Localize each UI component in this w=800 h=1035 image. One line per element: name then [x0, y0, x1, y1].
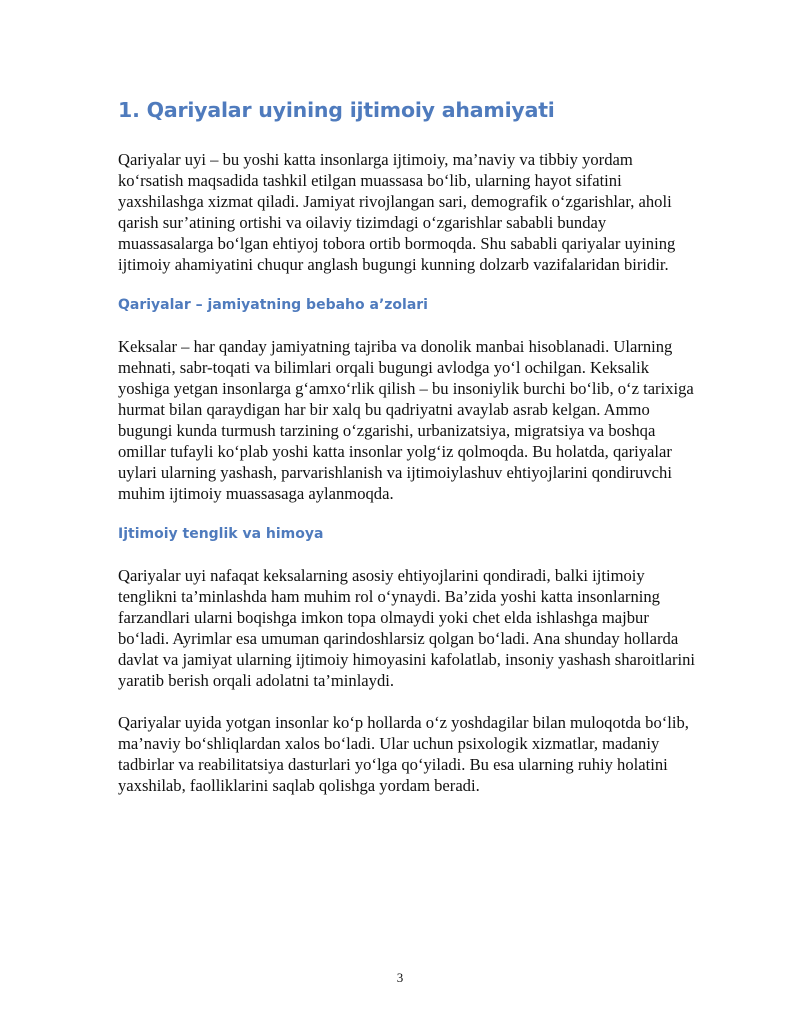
section-paragraph-equality-2: Qariyalar uyida yotgan insonlar ko‘p hollarda o‘z yoshdagilar bilan muloqotda bo‘lib, ma’naviy bo‘shliqlardan xalos bo‘ladi. Ular uchun psixologik xizmatlar, madaniy tadbirlar va reabilitatsiya dasturlari yo‘lga qo‘yiladi. Bu esa ularning ruhiy holatini yaxshilab, faolliklarini saqlab qolishga yordam beradi.	[118, 713, 689, 795]
page-content	[118, 94, 698, 796]
section-heading-equality: Ijtimoiy tenglik va himoya	[118, 526, 324, 542]
section-heading-elders: Qariyalar – jamiyatning bebaho a’zolari	[118, 297, 428, 313]
page-number: 3	[396, 970, 404, 985]
intro-paragraph: Qariyalar uyi – bu yoshi katta insonlarga ijtimoiy, ma’naviy va tibbiy yordam ko‘rsatish maqsadida tashkil etilgan muassasa bo‘lib, ularning hayot sifatini yaxshilashga xizmat qiladi. Jamiyat rivojlangan sari, demografik o‘zgarishlar, aholi qarish sur’atining ortishi va oilaviy tizimdagi o‘zgarishlar sababli bunday muassasalarga bo‘lgan ehtiyoj tobora ortib bormoqda. Shu sababli qariyalar uyining ijtimoiy ahamiyatini chuqur anglash bugungi kunning dolzarb vazifalaridan biridir.	[118, 150, 676, 274]
page-heading: 1. Qariyalar uyining ijtimoiy ahamiyati	[118, 98, 555, 122]
section-paragraph-equality-1: Qariyalar uyi nafaqat keksalarning asosiy ehtiyojlarini qondiradi, balki ijtimoiy tenglikni ta’minlashda ham muhim rol o‘ynaydi. Ba’zida yoshi katta insonlarning farzandlari ularni boqishga imkon topa olmaydi yoki chet elda ishlashga majbur bo‘ladi. Ayrimlar esa umuman qarindoshlarsiz qolgan bo‘ladi. Ana shunday hollarda davlat va jamiyat ularning ijtimoiy himoyasini kafolatlab, insoniy yashash sharoitlarini yaratib berish orqali adolatni ta’minlaydi.	[118, 566, 695, 690]
section-paragraph-elders: Keksalar – har qanday jamiyatning tajriba va donolik manbai hisoblanadi. Ularning mehnati, sabr-toqati va bilimlari orqali bugungi avlodga yo‘l ochilgan. Keksalik yoshiga yetgan insonlarga g‘amxo‘rlik qilish – bu insoniylik burchi bo‘lib, o‘z tarixiga hurmat bilan qaraydigan har bir xalq bu qadriyatni avaylab asrab kelgan. Ammo bugungi kunda turmush tarzining o‘zgarishi, urbanizatsiya, migratsiya va boshqa omillar tufayli ko‘plab yoshi katta insonlar yolg‘iz qolmoqda. Bu holatda, qariyalar uylari ularning yashash, parvarishlanish va ijtimoiylashuv ehtiyojlarini qondiruvchi muhim ijtimoiy muassasaga aylanmoqda.	[118, 337, 694, 503]
